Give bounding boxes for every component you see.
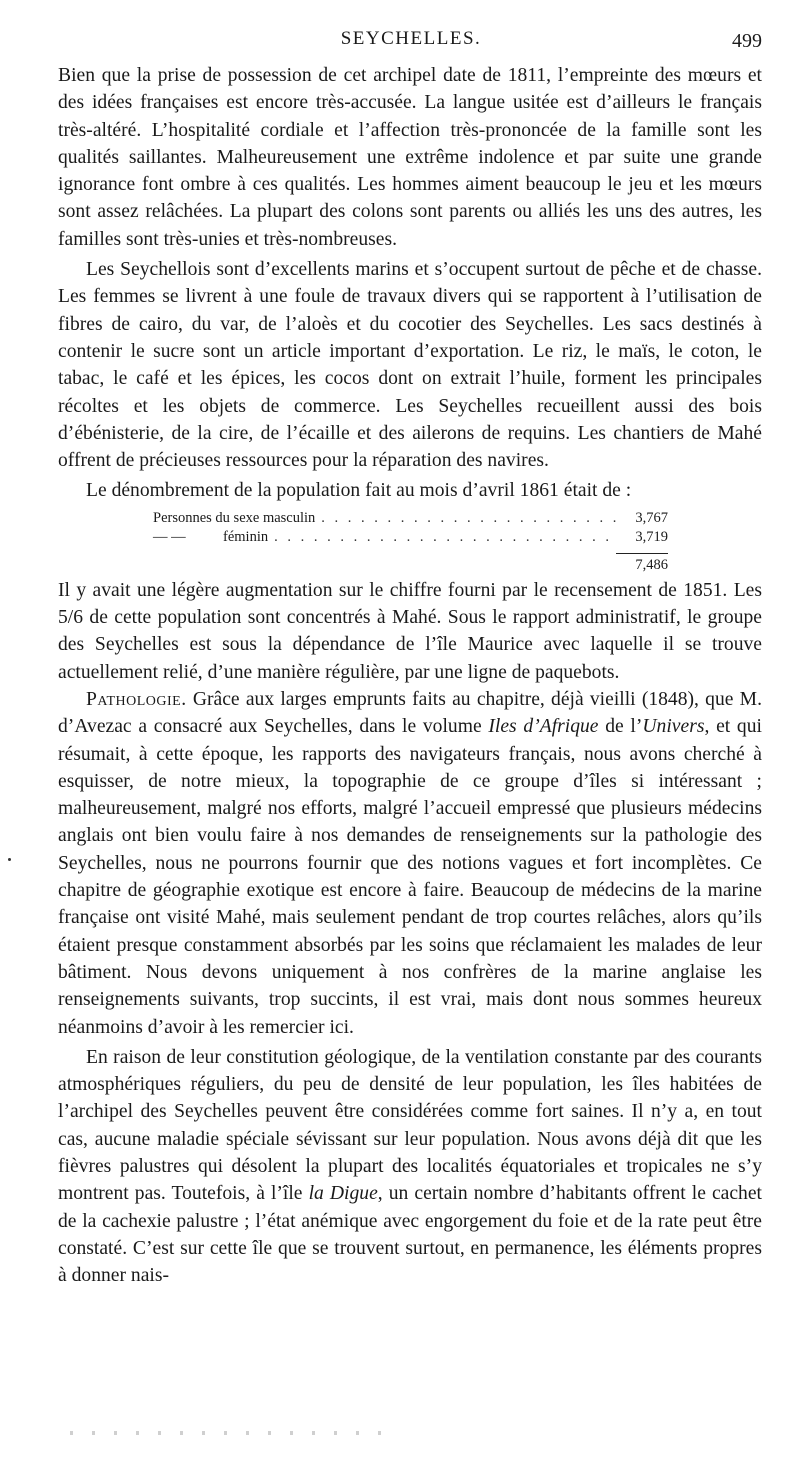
page-body	[58, 62, 762, 1289]
section-heading-pathology: Pathologie.	[86, 688, 187, 710]
census-total: 7,486	[635, 556, 668, 573]
census-row-male	[153, 509, 668, 528]
margin-speck	[8, 858, 11, 861]
paragraph-census-intro: Le dénombrement de la population fait au mois d’avril 1861 était de :	[86, 480, 632, 502]
book-title-iles-dafrique: Iles d’Afrique	[488, 716, 599, 738]
paragraph-customs: Bien que la prise de possession de cet archipel date de 1811, l’empreinte des mœurs et des idées françaises est encore très-accusée. La langue usitée est d’ailleurs le français très-altéré. L’hospitalité cordiale et l’affection très-prononcée de la famille sont les qualités saillantes. Malheureusement une extrême indolence et par suite une grande ignorance font ombre à ces qualités. Les hommes aiment beaucoup le jeu et les mœurs sont assez relâchées. La plupart des colons sont parents ou alliés les uns des autres, les familles sont très-unies et très-nombreuses.	[58, 65, 762, 250]
census-table	[153, 509, 668, 575]
page-number: 499	[732, 30, 762, 52]
scan-artifact	[70, 1431, 400, 1435]
census-row-female	[153, 528, 668, 547]
running-title: SEYCHELLES.	[340, 28, 482, 49]
census-label-female: féminin	[223, 528, 269, 545]
book-title-univers: Univers	[642, 716, 705, 738]
census-value-female: 3,719	[635, 528, 668, 545]
census-label-male: Personnes du sexe masculin	[153, 509, 316, 526]
paragraph-climate-health: En raison de leur constitution géologique, de la ventilation constante par des courants atmosphériques réguliers, du peu de densité de leur population, les îles habitées de l’archipel des Seychelles peuvent être considérées comme fort saines. Il n’y a, en tout cas, aucune maladie spéciale sévissant sur leur population. Nous avons déjà dit que les fièvres palustres qui désolent la plupart des localités équatoriales et tropicales ne s’y montrent pas. Toutefois, à l’île la Digue, un certain nombre d’habitants offrent le cachet de la cachexie palustre ; l’état anémique avec engorgement du foie et de la rate peut être constaté. C’est sur cette île que se trouvent surtout, en permanence, les éléments propres à donner nais-	[58, 1046, 762, 1287]
leader-dots	[274, 528, 616, 547]
leader-dots	[321, 509, 616, 528]
census-value-male: 3,767	[635, 509, 668, 526]
paragraph-pathology: Pathologie. Grâce aux larges emprunts faits au chapitre, déjà vieilli (1848), que M. d’Avezac a consacré aux Seychelles, dans le volume Iles d’Afrique de l’Univers, et qui résumait, à cette époque, les rapports des navigateurs français, nous avons cherché à esquisser, de notre mieux, la topographie de ce groupe d’îles si intéressant ; malheureusement, malgré nos efforts, malgré l’accueil empressé que plusieurs médecins anglais ont bien voulu faire à nos demandes de renseignements sur la pathologie des Seychelles, nous ne pourrons fournir que des notions vagues et fort incomplètes. Ce chapitre de géographie exotique est encore à faire. Beaucoup de médecins de la marine française ont visité Mahé, mais seulement pendant de trop courtes relâches, alors qu’ils étaient presque constamment absorbés par les soins que réclamaient les malades de leur bâtiment. Nous devons uniquement à nos confrères de la marine anglaise les renseignements suivants, trop succints, il est vrai, mais dont nous sommes heureux néanmoins d’avoir à les remercier ici.	[58, 688, 763, 1038]
ditto-dashes: — —	[153, 528, 186, 545]
page-header	[60, 28, 762, 60]
paragraph-economy: Les Seychellois sont d’excellents marins et s’occupent surtout de pêche et de chasse. Les femmes se livrent à une foule de travaux divers qui se rapportent à l’utilisation de fibres de cairo, du var, de l’aloès et du cocotier des Seychelles. Les sacs destinés à contenir le sucre sont un article important d’exportation. Le riz, le maïs, le coton, le tabac, le café et les épices, les cocos dont on extrait l’huile, forment les principales récoltes et les objets de commerce. Les Seychelles recueillent aussi des bois d’ébénisterie, de la cire, de l’écaille et des ailerons de requins. Les chantiers de Mahé offrent de précieuses ressources pour la réparation des navires.	[58, 259, 762, 472]
paragraph-administration: Il y avait une légère augmentation sur le chiffre fourni par le recensement de 1851. Les 5/6 de cette population sont concentrés à Mahé. Sous le rapport administratif, le groupe des Seychelles est sous la dépendance de l’île Maurice avec laquelle il se trouve actuellement relié, d’une manière régulière, par une ligne de paquebots.	[58, 579, 762, 683]
place-name-la-digue: la Digue	[308, 1183, 378, 1205]
